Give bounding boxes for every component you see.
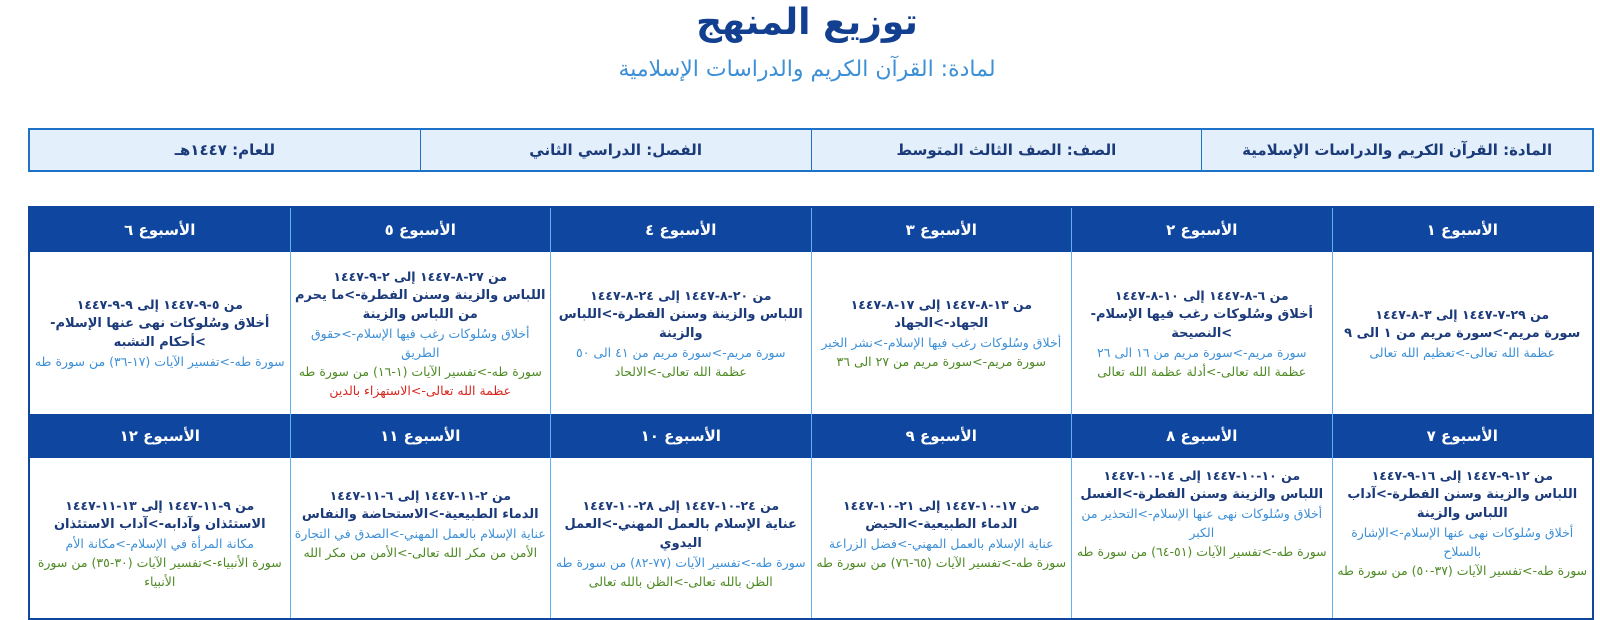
week-item: سورة مريم->سورة مريم من ٤١ الى ٥٠ — [576, 344, 786, 360]
week-cell — [290, 252, 551, 414]
week-lesson: أخلاق وسُلوكات رغب فيها الإسلام->النصيحة — [1090, 306, 1313, 341]
week-lesson: عناية الإسلام بالعمل المهني->العمل اليدوي — [564, 517, 797, 551]
week-header: الأسبوع ٥ — [290, 208, 551, 252]
week-item: سورة طه->تفسير الآيات (٥١-٦٤) من سورة طه — [1076, 544, 1327, 559]
week-item: سورة طه->تفسير الآيات (٧٧-٨٢) من سورة طه — [555, 555, 806, 570]
week-item: مكانة المرأة في الإسلام->مكانة الأم — [65, 536, 254, 551]
week-item: سورة الأنبياء->تفسير الآيات (٣٠-٣٥) من سورة الأنبياء — [37, 555, 282, 589]
week-item: أخلاق وسُلوكات نهى عنها الإسلام->الإشارة بالسلاح — [1351, 525, 1574, 559]
info-grade: الصف: الصف الثالث المتوسط — [811, 130, 1202, 170]
week-cell — [811, 252, 1072, 414]
week-header: الأسبوع ٧ — [1332, 414, 1593, 458]
week-date: من ٢٠-٨-١٤٤٧ إلى ٢٤-٨-١٤٤٧ — [590, 287, 772, 303]
page-subtitle: لمادة: القرآن الكريم والدراسات الإسلامية — [618, 57, 996, 82]
week-item: أخلاق وسُلوكات رغب فيها الإسلام->نشر الخير — [821, 335, 1062, 350]
week-cell — [550, 458, 811, 618]
week-item: سورة مريم->سورة مريم من ٢٧ الى ٣٦ — [836, 354, 1046, 369]
week-cell — [1332, 458, 1593, 618]
week-content-row — [30, 458, 1592, 618]
week-item: سورة طه->تفسير الآيات (١٧-٣٦) من سورة طه — [34, 354, 285, 369]
week-lesson: الدماء الطبيعية->الاستحاضة والنفاس — [301, 507, 539, 522]
week-item: سورة مريم->سورة مريم من ١٦ الى ٢٦ — [1097, 344, 1307, 360]
week-item: سورة طه->تفسير الآيات (١-١٦) من سورة طه — [298, 363, 542, 379]
info-year: للعام: ١٤٤٧هـ — [174, 141, 275, 159]
week-item: أخلاق وسُلوكات رغب فيها الإسلام->حقوق الطريق — [310, 325, 530, 360]
week-item: الأمن من مكر الله تعالى->الأمن من مكر الله — [303, 545, 538, 560]
page-title: توزيع المنهج — [696, 2, 918, 43]
week-lesson: اللباس والزينة وسنن الفطرة->آداب اللباس والزينة — [1347, 487, 1578, 521]
week-cell — [290, 458, 551, 618]
week-item: عناية الإسلام بالعمل المهني->الصدق في التجارة — [294, 526, 546, 541]
week-lesson: الاستئذان وآدابه->آداب الاستئذان — [53, 517, 266, 532]
week-header: الأسبوع ١ — [1332, 208, 1593, 252]
week-header: الأسبوع ١١ — [290, 414, 551, 458]
week-item: سورة طه->تفسير الآيات (٣٧-٥٠) من سورة طه — [1337, 563, 1588, 578]
week-date: من ٢-١١-١٤٤٧ إلى ٦-١١-١٤٤٧ — [329, 488, 511, 503]
week-date: من ٩-١١-١٤٤٧ إلى ١٣-١١-١٤٤٧ — [65, 498, 255, 513]
week-lesson: سورة مريم->سورة مريم من ١ الى ٩ — [1344, 325, 1581, 341]
week-lesson: اللباس والزينة وسنن الفطرة->اللباس والزينة — [558, 306, 803, 341]
week-date: من ١٣-٨-١٤٤٧ إلى ١٧-٨-١٤٤٧ — [850, 297, 1032, 312]
week-date: من ٢٤-١٠-١٤٤٧ إلى ٢٨-١٠-١٤٤٧ — [582, 498, 780, 513]
week-item: سورة طه->تفسير الآيات (٦٥-٧٦) من سورة طه — [816, 555, 1067, 570]
week-lesson: أخلاق وسُلوكات نهى عنها الإسلام->أحكام التشبه — [50, 316, 270, 350]
week-lesson: اللباس والزينة وسنن الفطرة->ما يحرم من اللباس والزينة — [294, 287, 546, 322]
week-header: الأسبوع ٦ — [124, 221, 196, 239]
week-item: عظمة الله تعالى->تعظيم الله تعالى — [1369, 344, 1556, 360]
week-cell — [30, 252, 290, 414]
week-header: الأسبوع ١٠ — [550, 414, 811, 458]
week-lesson: الجهاد->الجهاد — [894, 316, 989, 331]
week-lesson: اللباس والزينة وسنن الفطرة->الغسل — [1080, 487, 1324, 502]
week-item: عناية الإسلام بالعمل المهني->فضل الزراعة — [828, 536, 1054, 551]
week-header: الأسبوع ٢ — [1071, 208, 1332, 252]
curriculum-table — [28, 206, 1594, 620]
week-lesson: الدماء الطبيعية->الحيض — [865, 517, 1018, 532]
week-cell — [1071, 458, 1332, 618]
week-date: من ١٢-٩-١٤٤٧ إلى ١٦-٩-١٤٤٧ — [1371, 468, 1553, 483]
week-header: الأسبوع ٤ — [550, 208, 811, 252]
week-header: الأسبوع ٨ — [1071, 414, 1332, 458]
week-content-row — [30, 252, 1592, 414]
week-date: من ١٠-١٠-١٤٤٧ إلى ١٤-١٠-١٤٤٧ — [1103, 468, 1301, 483]
week-date: من ٢٧-٨-١٤٤٧ إلى ٢-٩-١٤٤٧ — [333, 268, 508, 284]
week-cell — [550, 252, 811, 414]
week-item: عظمة الله تعالى->أدلة عظمة الله تعالى — [1097, 363, 1307, 379]
week-date: من ٦-٨-١٤٤٧ إلى ١٠-٨-١٤٤٧ — [1114, 287, 1289, 303]
week-item: الظن بالله تعالى->الظن بالله تعالى — [588, 574, 773, 589]
week-header: الأسبوع ٣ — [811, 208, 1072, 252]
week-date: من ٥-٩-١٤٤٧ إلى ٩-٩-١٤٤٧ — [76, 297, 243, 312]
week-header-row — [30, 414, 1592, 458]
week-item: عظمة الله تعالى->الاستهزاء بالدين — [329, 382, 512, 398]
info-subject: المادة: القرآن الكريم والدراسات الإسلامية — [1201, 130, 1592, 170]
week-date: من ٢٩-٧-١٤٤٧ إلى ٣-٨-١٤٤٧ — [1375, 306, 1550, 322]
week-cell — [1332, 252, 1593, 414]
week-item: أخلاق وسُلوكات نهى عنها الإسلام->التحذير من الكبر — [1081, 506, 1323, 540]
info-bar — [28, 128, 1594, 172]
week-cell — [30, 458, 290, 618]
week-cell — [811, 458, 1072, 618]
week-header: الأسبوع ٩ — [811, 414, 1072, 458]
week-cell — [1071, 252, 1332, 414]
week-header-row — [30, 208, 1592, 252]
week-header: الأسبوع ١٢ — [119, 427, 200, 445]
week-item: عظمة الله تعالى->الالحاد — [614, 363, 747, 379]
week-date: من ١٧-١٠-١٤٤٧ إلى ٢١-١٠-١٤٤٧ — [842, 498, 1040, 513]
info-term: الفصل: الدراسي الثاني — [420, 130, 811, 170]
